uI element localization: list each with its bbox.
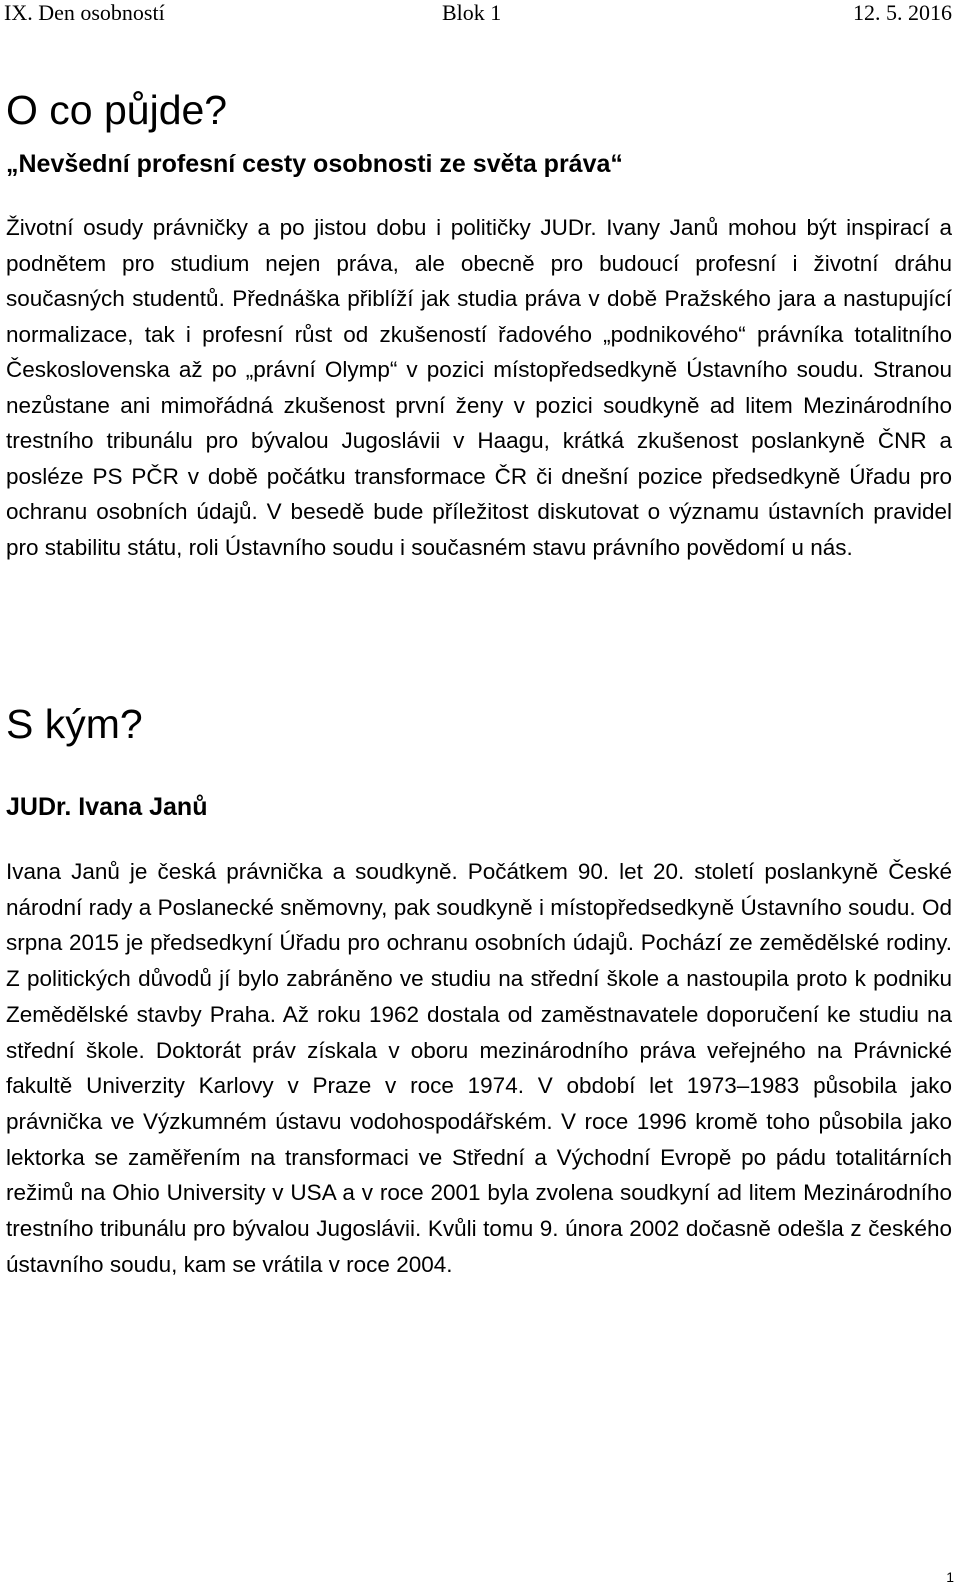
document-body — [6, 82, 952, 1282]
lecture-subtitle: „Nevšední profesní cesty osobnosti ze světa práva“ — [6, 150, 623, 178]
header-block: Blok 1 — [442, 0, 502, 25]
speaker-section — [6, 696, 952, 1282]
header-event-title: IX. Den osobností — [4, 0, 165, 25]
speaker-bio: Ivana Janů je česká právnička a soudkyně. Počátkem 90. let 20. století poslankyně České národní rady a Poslanecké sněmovny, pak soudkyně i místopředsedkyně Ústavního soudu. Od srpna 2015 je předsedkyní Úřadu pro ochranu osobních údajů. Pochází ze zemědělské rodiny. Z politických důvodů jí bylo zabráněno ve studiu na střední škole a nastoupila proto k podniku Zemědělské stavby Praha. Až roku 1962 dostala od zaměstnavatele doporučení ke studiu na střední škole. Doktorát práv získala v oboru mezinárodního práva veřejného na Právnické fakultě Univerzity Karlovy v Praze v roce 1974. V období let 1973–1983 působila jako právnička ve Výzkumném ústavu vodohospodářském. V roce 1996 kromě toho působila jako lektorka se zaměřením na transformaci ve Střední a Východní Evropě po pádu totalitárních režimů na Ohio University v USA a v roce 2001 byla zvolena soudkyní ad litem Mezinárodního trestního tribunálu pro bývalou Jugoslávii. Kvůli tomu 9. února 2002 dočasně odešla z českého ústavního soudu, kam se vrátila v roce 2004. — [6, 859, 952, 1277]
lecture-description: Životní osudy právničky a po jistou dobu i političky JUDr. Ivany Janů mohou být inspirací a podnětem pro studium nejen práva, ale obecně pro budoucí profesní i životní dráhu současných studentů. Přednáška přiblíží jak studia práva v době Pražského jara a nastupující normalizace, tak i profesní růst od zkušeností řadového „podnikového“ právníka totalitního Československa až po „právní Olymp“ v pozici místopředsedkyně Ústavního soudu. Stranou nezůstane ani mimořádná zkušenost první ženy v pozici soudkyně ad litem Mezinárodního trestního tribunálu pro bývalou Jugoslávii v Haagu, krátká zkušenost poslankyně ČNR a posléze PS PČR v době počátku transformace ČR či dnešní pozice předsedkyně Úřadu pro ochranu osobních údajů. V besedě bude příležitost diskutovat o významu ústavních pravidel pro stabilitu státu, roli Ústavního soudu i současném stavu právního povědomí u nás. — [6, 215, 952, 560]
section-title-what: O co půjde? — [6, 87, 228, 133]
header-date: 12. 5. 2016 — [853, 0, 952, 25]
page-number: 1 — [946, 1569, 954, 1585]
section-title-who: S kým? — [6, 701, 143, 747]
speaker-name: JUDr. Ivana Janů — [6, 793, 208, 821]
page-header — [0, 0, 960, 30]
